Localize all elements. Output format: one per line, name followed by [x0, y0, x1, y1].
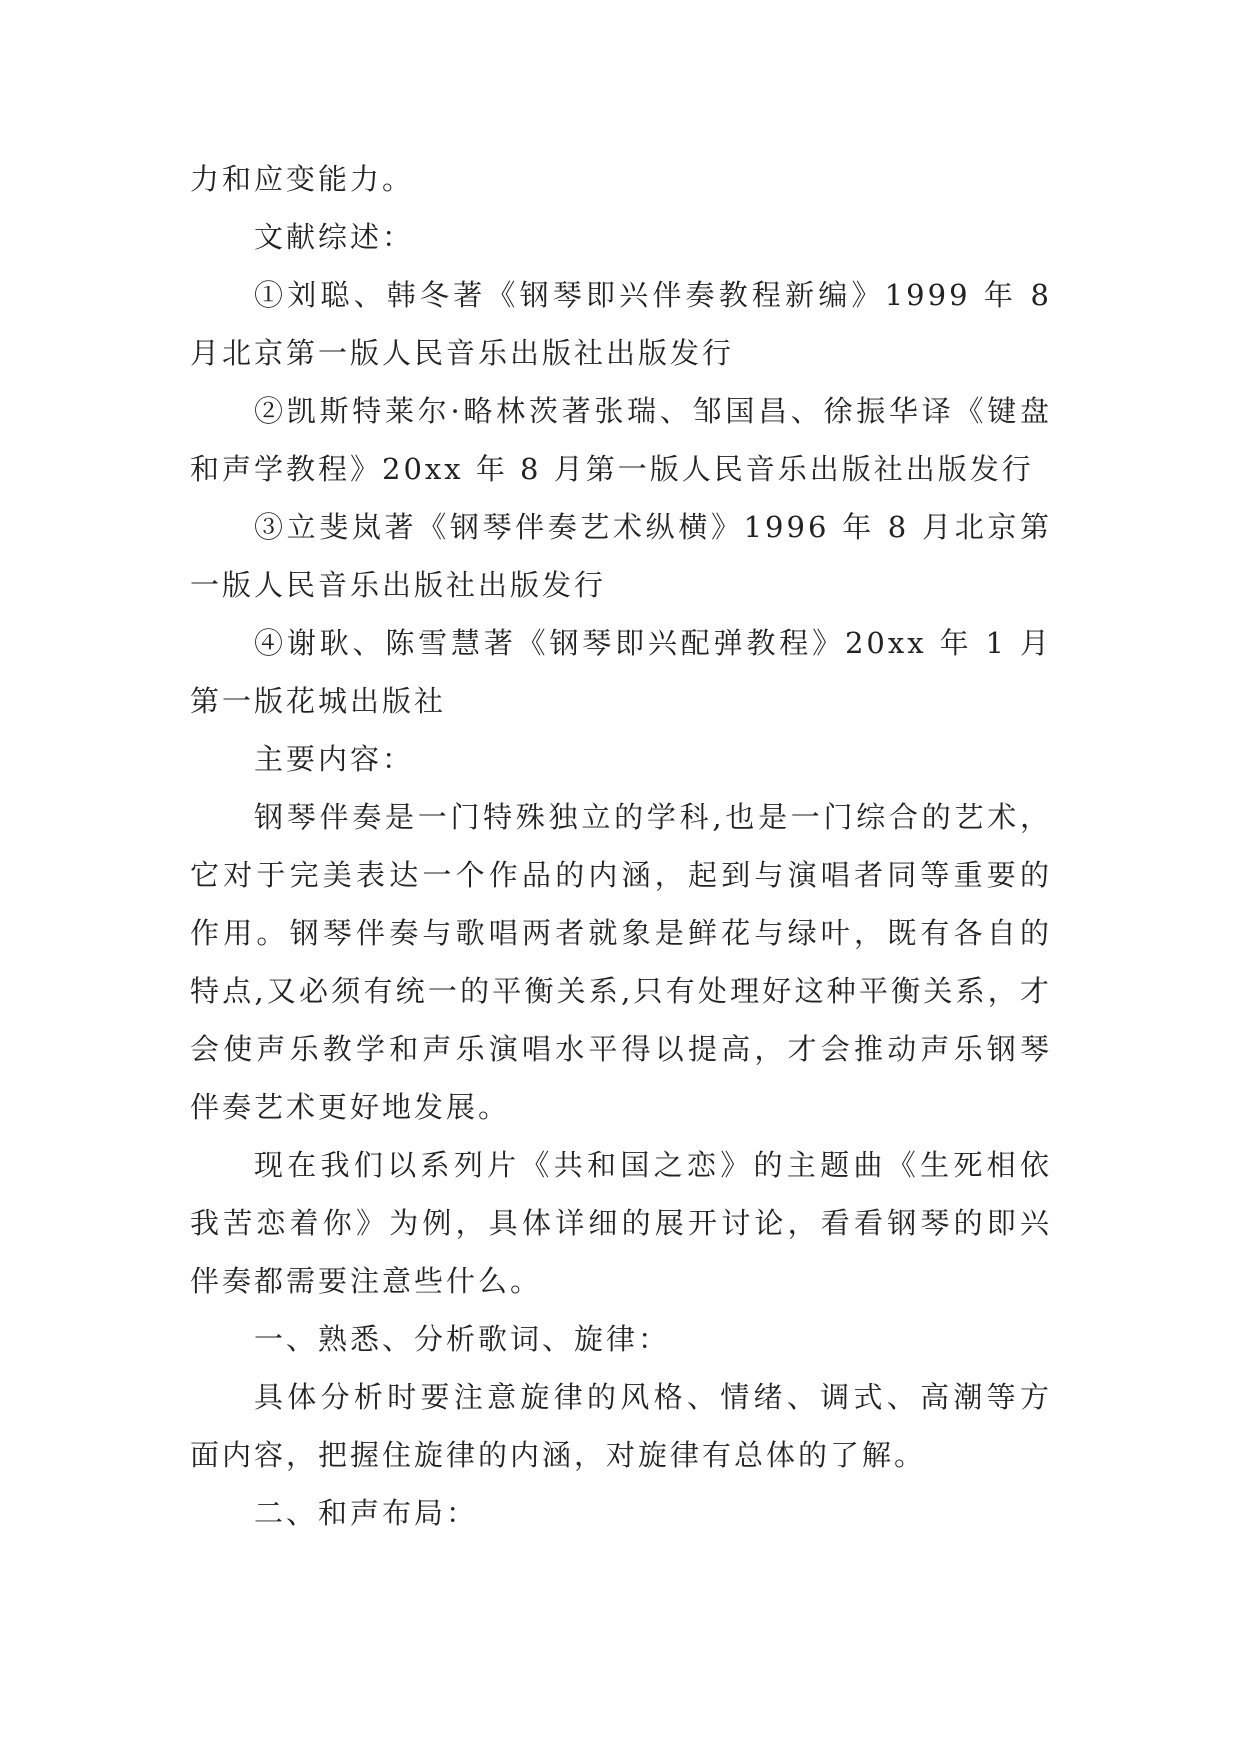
section-heading-1: 一、熟悉、分析歌词、旋律： [254, 1322, 671, 1356]
reference-item-1: ①刘聪、韩冬著《钢琴即兴伴奏教程新编》1999 年 8 月北京第一版人民音乐出版社出版发行 [190, 278, 1052, 370]
paragraph-body: 钢琴伴奏是一门特殊独立的学科,也是一门综合的艺术，它对于完美表达一个作品的内涵，起到与演唱者同等重要的作用。钢琴伴奏与歌唱两者就象是鲜花与绿叶，既有各自的特点,又必须有统一的平衡关系,只有处理好这种平衡关系，才会使声乐教学和声乐演唱水平得以提高，才会推动声乐钢琴伴奏艺术更好地发展。 [190, 800, 1052, 1124]
paragraph-continuation: 力和应变能力。 [190, 162, 415, 196]
document-body [190, 150, 1052, 1542]
heading-literature-review: 文献综述： [254, 220, 415, 254]
reference-item-4: ④谢耿、陈雪慧著《钢琴即兴配弹教程》20xx 年 1 月第一版花城出版社 [190, 626, 1052, 718]
reference-item-3: ③立斐岚著《钢琴伴奏艺术纵横》1996 年 8 月北京第一版人民音乐出版社出版发行 [190, 510, 1052, 602]
heading-main-content: 主要内容： [254, 742, 415, 776]
reference-item-2: ②凯斯特莱尔·略林茨著张瑞、邹国昌、徐振华译《键盘和声学教程》20xx 年 8 月第一版人民音乐出版社出版发行 [190, 394, 1052, 486]
paragraph-body: 现在我们以系列片《共和国之恋》的主题曲《生死相依我苦恋着你》为例，具体详细的展开讨论，看看钢琴的即兴伴奏都需要注意些什么。 [190, 1148, 1052, 1298]
paragraph-body: 具体分析时要注意旋律的风格、情绪、调式、高潮等方面内容，把握住旋律的内涵，对旋律有总体的了解。 [190, 1380, 1052, 1472]
section-heading-2: 二、和声布局： [254, 1496, 479, 1530]
